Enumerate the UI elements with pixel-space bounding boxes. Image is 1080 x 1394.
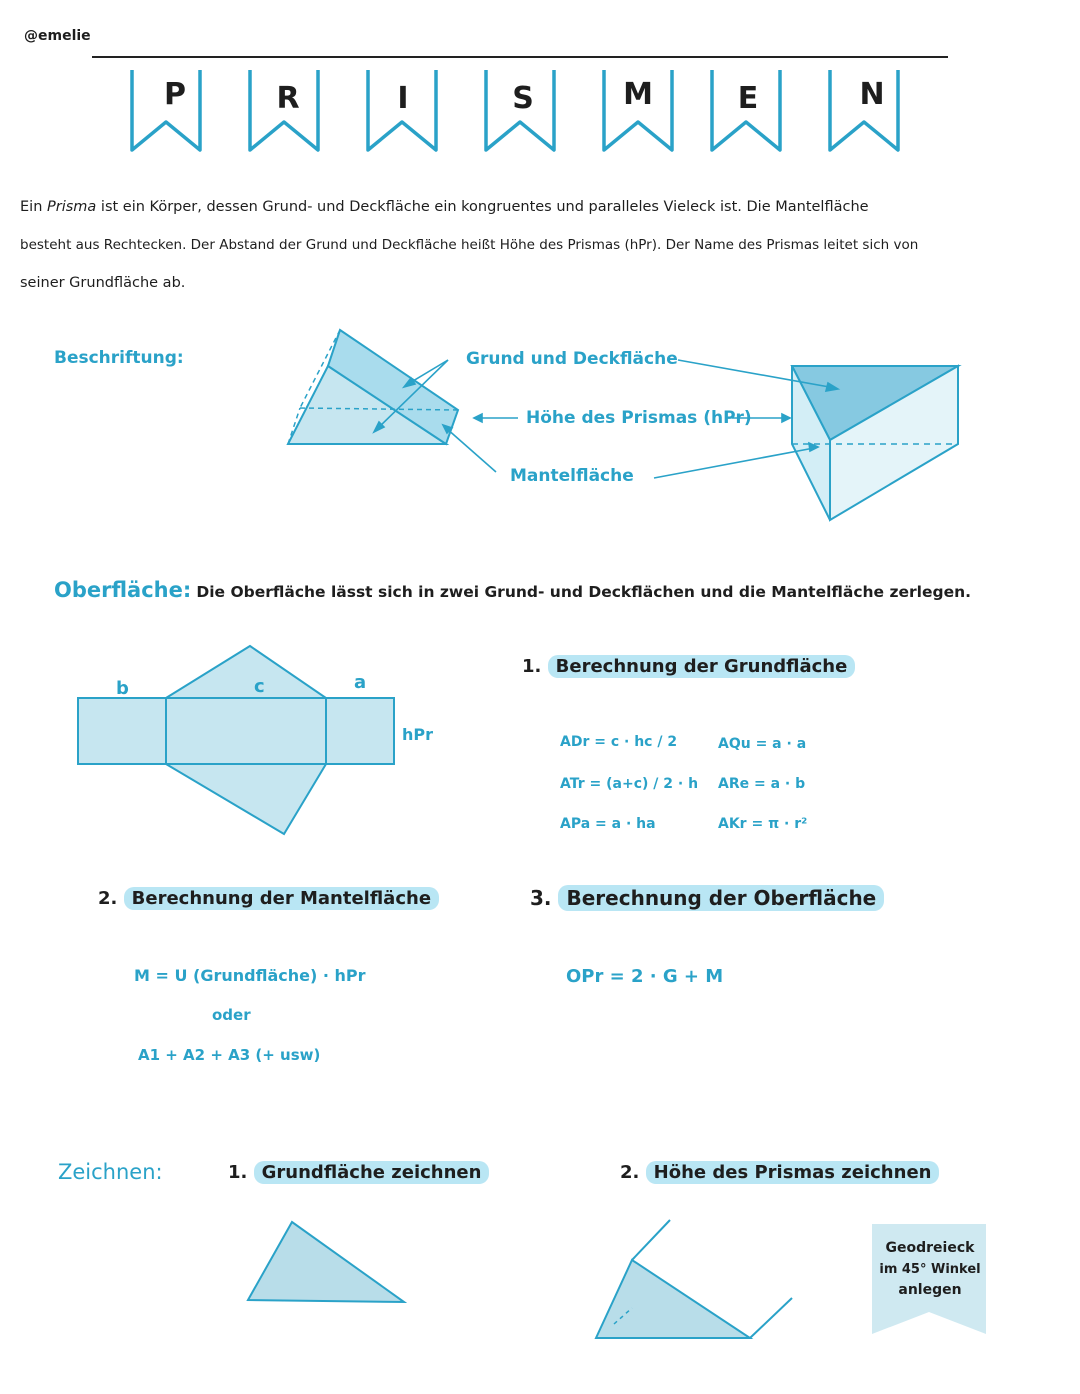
banner-letter-s: S <box>512 81 534 116</box>
arrow-head <box>474 414 482 422</box>
zeichnen-step2-title: Höhe des Prismas zeichnen <box>646 1161 940 1184</box>
draw-prism-height <box>588 1212 798 1344</box>
label-hoehe-prisma: Höhe des Prismas (hPr) <box>526 408 752 428</box>
step3-heading <box>530 886 884 910</box>
intro-text: Ein <box>20 199 47 215</box>
step1-title: Berechnung der Grundfläche <box>548 655 856 678</box>
height-triangle <box>596 1260 750 1338</box>
mantel-formula-2: A1 + A2 + A3 (+ usw) <box>138 1046 321 1064</box>
mantel-oder: oder <box>212 1006 251 1024</box>
beschriftung-heading: Beschriftung: <box>54 348 184 368</box>
formula-trapez: ATr = (a+c) / 2 · h <box>560 776 699 792</box>
net-rect-b <box>78 698 166 764</box>
title-banner <box>120 66 940 156</box>
note-text <box>872 1238 988 1301</box>
oberflaeche-text: Die Oberfläche lässt sich in zwei Grund- und Deckflächen und die Mantelfläche zerlegen. <box>196 583 972 601</box>
formula-dreieck: ADr = c · hc / 2 <box>560 734 678 750</box>
formula-kreis: AKr = π · r² <box>718 816 808 832</box>
banner-letter-e: E <box>737 81 759 116</box>
banner-letter-r: R <box>276 81 300 116</box>
height-line <box>750 1298 792 1338</box>
zeichnen-step2-num: 2. <box>620 1162 640 1183</box>
intro-line-1 <box>20 188 1070 226</box>
step2-num: 2. <box>98 888 118 909</box>
intro-text: ist ein Körper, dessen Grund- und Deckfläche ein kongruentes und paralleles Vieleck ist. Die Mantelfläche <box>96 199 869 215</box>
arrow <box>446 428 496 472</box>
zeichnen-step1-num: 1. <box>228 1162 248 1183</box>
oberflaeche-heading: Oberfläche: <box>54 578 192 602</box>
oberflaeche-formula: OPr = 2 · G + M <box>566 966 724 987</box>
step2-title: Berechnung der Mantelfläche <box>124 887 439 910</box>
arrow <box>654 448 814 478</box>
intro-line-2: besteht aus Rechtecken. Der Abstand der Grund und Deckfläche heißt Höhe des Prismas (hPr). Der Name des Prismas leitet sich von <box>20 237 919 253</box>
banner-letter-n: N <box>859 77 885 112</box>
arrow-head <box>782 414 790 422</box>
zeichnen-step1 <box>228 1162 489 1183</box>
base-triangle <box>248 1222 404 1302</box>
banner-letter-i: I <box>397 81 409 116</box>
title-divider <box>92 56 948 58</box>
banner-letter-m: M <box>623 77 653 112</box>
banner-letter-p: P <box>164 77 186 112</box>
net-rect-c <box>166 698 326 764</box>
step3-title: Berechnung der Oberfläche <box>558 885 884 911</box>
mantel-formula-1: M = U (Grundfläche) · hPr <box>134 966 366 985</box>
net-label-c: c <box>254 676 265 697</box>
prism-standing <box>792 366 958 520</box>
zeichnen-step2 <box>620 1162 939 1183</box>
oberflaeche-intro <box>54 578 971 602</box>
net-rect-a <box>326 698 394 764</box>
note-line: anlegen <box>898 1282 962 1298</box>
note-line: im 45° Winkel <box>879 1262 981 1277</box>
draw-base-triangle <box>240 1212 420 1312</box>
prism-net <box>70 640 470 840</box>
intro-line-3: seiner Grundfläche ab. <box>20 275 186 291</box>
zeichnen-step1-title: Grundfläche zeichnen <box>254 1161 490 1184</box>
step2-heading <box>98 888 439 909</box>
intro-prisma-word: Prisma <box>47 199 97 215</box>
label-mantelflaeche: Mantelfläche <box>510 466 634 486</box>
step3-num: 3. <box>530 886 552 910</box>
label-grund-deckflaeche: Grund und Deckfläche <box>466 349 678 369</box>
net-top-triangle <box>166 646 326 698</box>
net-label-a: a <box>354 672 367 693</box>
step1-num: 1. <box>522 656 542 677</box>
intro-paragraph <box>20 188 1070 302</box>
height-line <box>632 1220 670 1260</box>
formula-parallelogramm: APa = a · ha <box>560 816 656 832</box>
net-bottom-triangle <box>166 764 326 834</box>
formula-rechteck: ARe = a · b <box>718 776 806 792</box>
net-label-b: b <box>116 678 129 699</box>
step1-heading <box>522 656 855 677</box>
zeichnen-heading: Zeichnen: <box>58 1160 163 1184</box>
net-label-h: hPr <box>402 725 434 744</box>
prism-lying <box>288 330 458 444</box>
formula-quadrat: AQu = a · a <box>718 736 807 752</box>
author-handle: @emelie <box>24 28 91 44</box>
note-line: Geodreieck <box>885 1240 975 1256</box>
